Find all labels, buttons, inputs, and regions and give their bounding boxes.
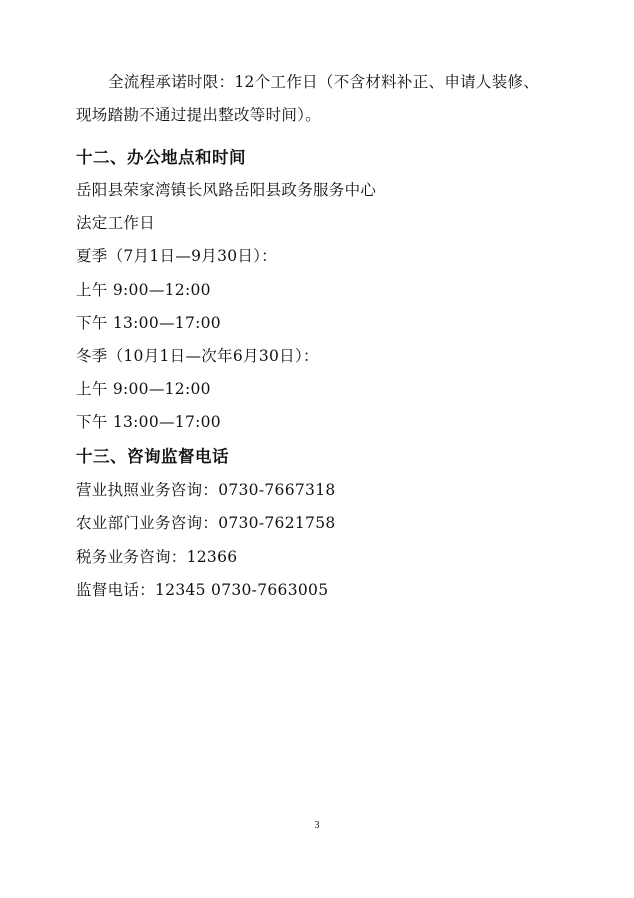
section-13-heading: 十三、咨询监督电话	[76, 447, 229, 466]
tax-phone: 税务业务咨询：12366	[76, 548, 238, 566]
agriculture-dept-phone: 农业部门业务咨询：0730-7621758	[76, 514, 336, 532]
section-12-heading: 十二、办公地点和时间	[76, 148, 246, 167]
business-license-phone: 营业执照业务咨询：0730-7667318	[76, 481, 336, 499]
summer-morning-hours: 上午 9:00—12:00	[76, 281, 211, 299]
supervision-phone: 监督电话：12345 0730-7663005	[76, 581, 329, 599]
winter-schedule-title: 冬季（10月1日—次年6月30日）：	[76, 347, 319, 365]
commitment-text-line-1: 全流程承诺时限：12个工作日（不含材料补正、申请人装修、	[108, 73, 540, 91]
summer-afternoon-hours: 下午 13:00—17:00	[76, 314, 221, 332]
winter-morning-hours: 上午 9:00—12:00	[76, 380, 211, 398]
winter-afternoon-hours: 下午 13:00—17:00	[76, 413, 221, 431]
workday-label: 法定工作日	[76, 214, 156, 232]
page-number: 3	[314, 820, 320, 831]
summer-schedule-title: 夏季（7月1日—9月30日）：	[76, 247, 278, 265]
office-address: 岳阳县荣家湾镇长风路岳阳县政务服务中心	[76, 181, 377, 199]
commitment-text-line-2: 现场踏勘不通过提出整改等时间）。	[76, 106, 322, 124]
